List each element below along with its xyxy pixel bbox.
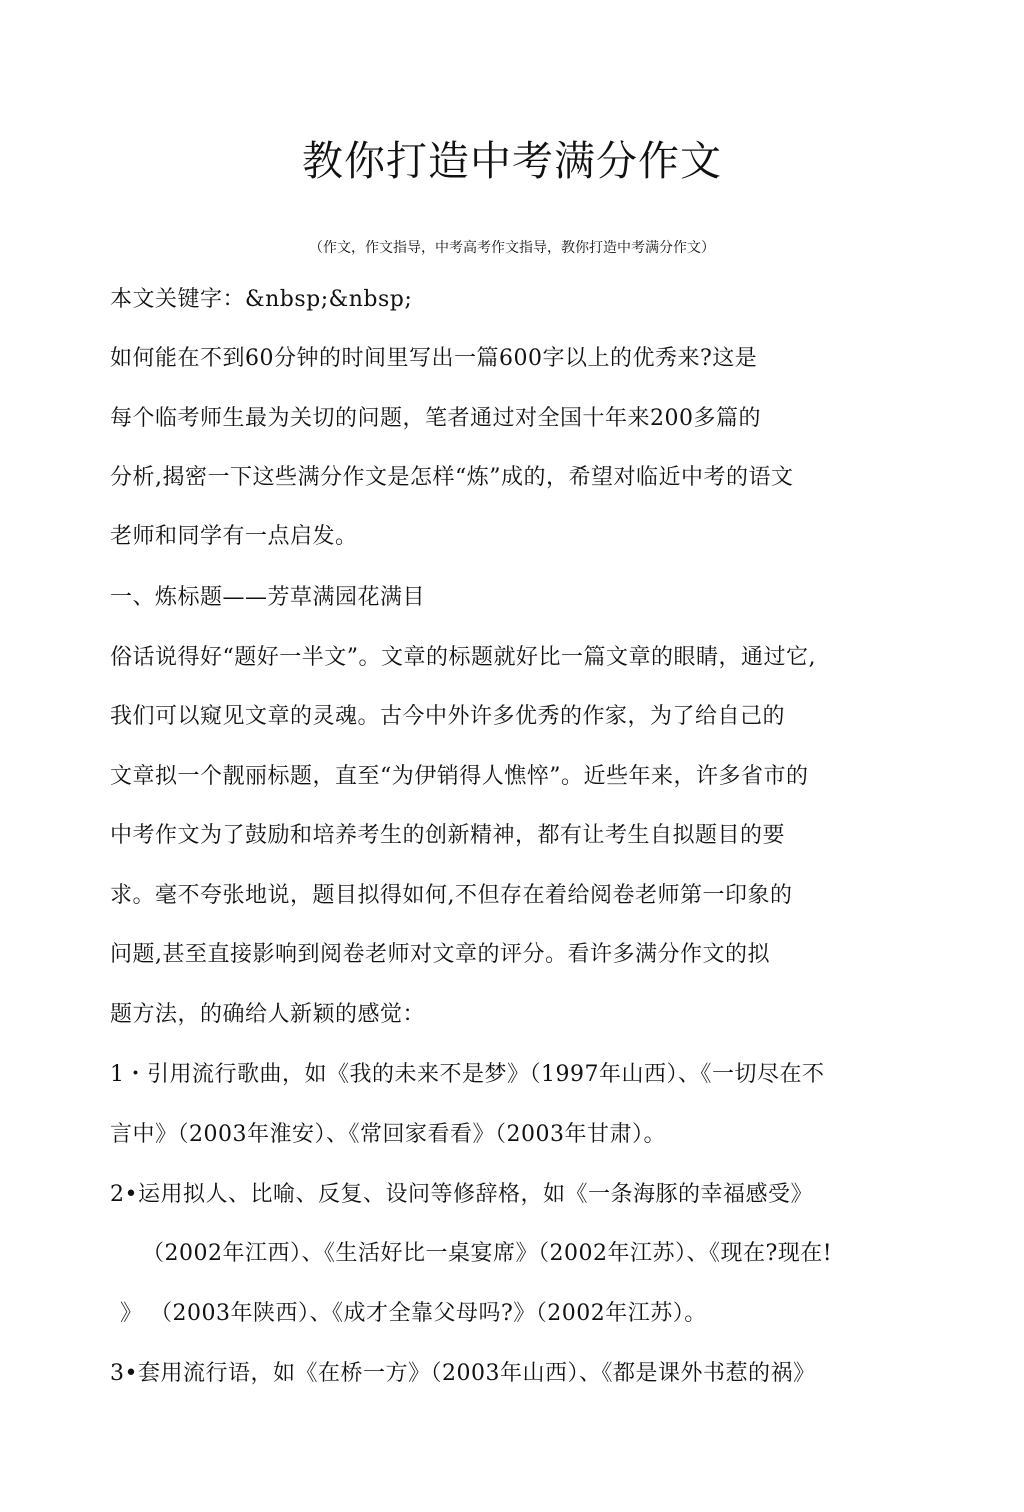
list-item-continuation: 》 （2003年陕西）、《成才全靠父母吗?》（2002年江苏）。 (120, 1301, 707, 1326)
paragraph-line: 我们可以窥见文章的灵魂。古今中外许多优秀的作家，为了给自己的 (110, 704, 786, 729)
paragraph-line: 如何能在不到60分钟的时间里写出一篇600字以上的优秀来?这是 (110, 346, 758, 371)
paragraph-line: 求。毫不夸张地说，题目拟得如何,不但存在着给阅卷老师第一印象的 (110, 883, 793, 908)
list-item: 2•运用拟人、比喻、反复、设问等修辞格，如《一条海豚的幸福感受》 (110, 1182, 813, 1207)
list-item-continuation: 言中》（2003年淮安）、《常回家看看》（2003年甘肃）。 (110, 1122, 666, 1147)
paragraph-line: 老师和同学有一点启发。 (110, 524, 358, 549)
list-item-continuation: （2002年江西）、《生活好比一桌宴席》（2002年江苏）、《现在?现在! (142, 1241, 833, 1266)
paragraph-line: 文章拟一个靓丽标题，直至“为伊销得人憔悴”。近些年来，许多省市的 (110, 764, 809, 789)
paragraph-line: 中考作文为了鼓励和培养考生的创新精神，都有让考生自拟题目的要 (110, 823, 786, 848)
document-title: 教你打造中考满分作文 (302, 137, 722, 185)
paragraph-line: 问题,甚至直接影响到阅卷老师对文章的评分。看许多满分作文的拟 (110, 942, 770, 967)
section-heading: 一、炼标题——芳草满园花满目 (110, 585, 426, 610)
paragraph-line: 题方法，的确给人新颖的感觉： (110, 1002, 426, 1027)
document-subtitle: （作文，作文指导，中考高考作文指导，教你打造中考满分作文） (309, 240, 715, 256)
paragraph-line: 每个临考师生最为关切的问题，笔者通过对全国十年来200多篇的 (110, 406, 761, 431)
paragraph-line: 俗话说得好“题好一半文”。文章的标题就好比一篇文章的眼睛，通过它, (110, 645, 816, 670)
list-item: 3•套用流行语，如《在桥一方》（2003年山西）、《都是课外书惹的祸》 (110, 1361, 816, 1386)
keywords-line: 本文关键字：&nbsp;&nbsp; (110, 287, 413, 312)
paragraph-line: 分析,揭密一下这些满分作文是怎样“炼”成的，希望对临近中考的语文 (110, 465, 794, 490)
list-item: 1・引用流行歌曲，如《我的未来不是梦》（1997年山西）、《一切尽在不 (110, 1062, 825, 1087)
